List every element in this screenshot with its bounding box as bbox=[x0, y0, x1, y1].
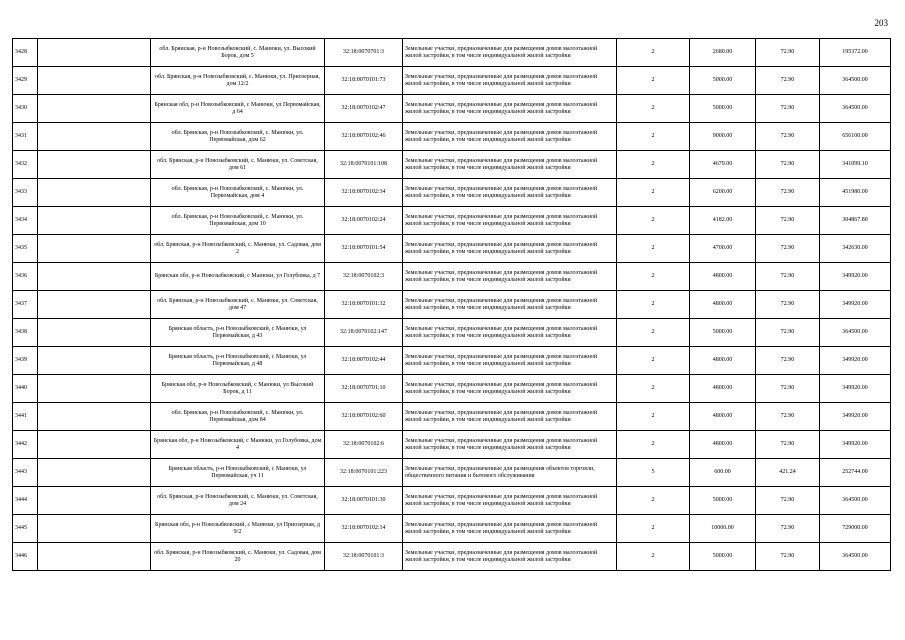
cadastral-value-cell: 729000.00 bbox=[820, 515, 891, 543]
use-group-cell: 2 bbox=[617, 123, 690, 151]
use-group-cell: 2 bbox=[617, 207, 690, 235]
specific-value-cell: 72.90 bbox=[756, 543, 820, 571]
cadastral-value-cell: 656100.00 bbox=[820, 123, 891, 151]
page-number: 203 bbox=[874, 18, 888, 28]
table-row bbox=[13, 207, 891, 235]
permitted-use-cell: Земельные участки, предназначенные для размещения домов малоэтажной жилой застройки, в том числе индивидуальной жилой застройки bbox=[403, 123, 617, 151]
area-cell: 4679.00 bbox=[690, 151, 756, 179]
address-cell: Брянская обл, р-н Новозыбковский, с Манюки, ул Приозерная, д 9/2 bbox=[151, 515, 325, 543]
table-row bbox=[13, 67, 891, 95]
address-cell: обл. Брянская, р-н Новозыбковский, с. Манюки, ул. Советская, дом 24 bbox=[151, 487, 325, 515]
use-group-cell: 2 bbox=[617, 95, 690, 123]
cadastral-value-cell: 349920.00 bbox=[820, 291, 891, 319]
permitted-use-cell: Земельные участки, предназначенные для размещения домов малоэтажной жилой застройки, в том числе индивидуальной жилой застройки bbox=[403, 487, 617, 515]
cadastral-number-cell: 32:18:0070101:32 bbox=[325, 291, 403, 319]
cadastral-value-cell: 349920.00 bbox=[820, 403, 891, 431]
gap-cell bbox=[38, 459, 151, 487]
specific-value-cell: 72.90 bbox=[756, 375, 820, 403]
use-group-cell: 2 bbox=[617, 235, 690, 263]
use-group-cell: 2 bbox=[617, 403, 690, 431]
table-row bbox=[13, 431, 891, 459]
cadastral-number-cell: 32:18:0070102:3 bbox=[325, 263, 403, 291]
use-group-cell: 2 bbox=[617, 319, 690, 347]
permitted-use-cell: Земельные участки, предназначенные для размещения домов малоэтажной жилой застройки, в том числе индивидуальной жилой застройки bbox=[403, 263, 617, 291]
address-cell: обл. Брянская, р-н Новозыбковский, с. Манюки, ул. Первомайская, дом 84 bbox=[151, 403, 325, 431]
row-number-cell: 3438 bbox=[13, 319, 38, 347]
permitted-use-cell: Земельные участки, предназначенные для размещения домов малоэтажной жилой застройки, в том числе индивидуальной жилой застройки bbox=[403, 347, 617, 375]
table-row bbox=[13, 347, 891, 375]
specific-value-cell: 72.90 bbox=[756, 347, 820, 375]
row-number-cell: 3440 bbox=[13, 375, 38, 403]
cadastral-number-cell: 32:18:0070701:10 bbox=[325, 375, 403, 403]
address-cell: Брянская область, р-н Новозыбковский, с Манюки, ул Первомайская, д 43 bbox=[151, 319, 325, 347]
specific-value-cell: 72.90 bbox=[756, 123, 820, 151]
cadastral-value-cell: 349920.00 bbox=[820, 263, 891, 291]
table-row bbox=[13, 235, 891, 263]
table-row bbox=[13, 515, 891, 543]
use-group-cell: 2 bbox=[617, 151, 690, 179]
gap-cell bbox=[38, 263, 151, 291]
land-registry-table bbox=[12, 38, 891, 571]
row-number-cell: 3431 bbox=[13, 123, 38, 151]
permitted-use-cell: Земельные участки, предназначенные для размещения домов малоэтажной жилой застройки, в том числе индивидуальной жилой застройки bbox=[403, 515, 617, 543]
permitted-use-cell: Земельные участки, предназначенные для размещения домов малоэтажной жилой застройки, в том числе индивидуальной жилой застройки bbox=[403, 235, 617, 263]
table-row bbox=[13, 291, 891, 319]
gap-cell bbox=[38, 487, 151, 515]
table-row bbox=[13, 151, 891, 179]
gap-cell bbox=[38, 543, 151, 571]
area-cell: 6200.00 bbox=[690, 179, 756, 207]
cadastral-number-cell: 32:18:0070102:44 bbox=[325, 347, 403, 375]
permitted-use-cell: Земельные участки, предназначенные для размещения домов малоэтажной жилой застройки, в том числе индивидуальной жилой застройки bbox=[403, 151, 617, 179]
gap-cell bbox=[38, 207, 151, 235]
area-cell: 4800.00 bbox=[690, 263, 756, 291]
gap-cell bbox=[38, 179, 151, 207]
use-group-cell: 2 bbox=[617, 263, 690, 291]
row-number-cell: 3443 bbox=[13, 459, 38, 487]
use-group-cell: 2 bbox=[617, 543, 690, 571]
specific-value-cell: 72.90 bbox=[756, 431, 820, 459]
row-number-cell: 3442 bbox=[13, 431, 38, 459]
gap-cell bbox=[38, 375, 151, 403]
cadastral-value-cell: 349920.00 bbox=[820, 431, 891, 459]
row-number-cell: 3441 bbox=[13, 403, 38, 431]
area-cell: 4800.00 bbox=[690, 347, 756, 375]
cadastral-number-cell: 32:18:0070102:14 bbox=[325, 515, 403, 543]
cadastral-number-cell: 32:18:0070101:3 bbox=[325, 543, 403, 571]
permitted-use-cell: Земельные участки, предназначенные для размещения домов малоэтажной жилой застройки, в том числе индивидуальной жилой застройки bbox=[403, 319, 617, 347]
gap-cell bbox=[38, 67, 151, 95]
area-cell: 4800.00 bbox=[690, 431, 756, 459]
row-number-cell: 3429 bbox=[13, 67, 38, 95]
row-number-cell: 3444 bbox=[13, 487, 38, 515]
table-row bbox=[13, 123, 891, 151]
gap-cell bbox=[38, 291, 151, 319]
area-cell: 600.00 bbox=[690, 459, 756, 487]
use-group-cell: 2 bbox=[617, 431, 690, 459]
area-cell: 4800.00 bbox=[690, 291, 756, 319]
address-cell: обл. Брянская, р-н Новозыбковский, с. Манюки, ул. Первомайская, дом 4 bbox=[151, 179, 325, 207]
specific-value-cell: 72.90 bbox=[756, 39, 820, 67]
specific-value-cell: 72.90 bbox=[756, 67, 820, 95]
cadastral-value-cell: 364500.00 bbox=[820, 487, 891, 515]
use-group-cell: 5 bbox=[617, 459, 690, 487]
cadastral-number-cell: 32:18:0070102:34 bbox=[325, 179, 403, 207]
table-row bbox=[13, 543, 891, 571]
gap-cell bbox=[38, 39, 151, 67]
address-cell: Брянская область, р-н Новозыбковский, с Манюки, ул Первомайская, уч 11 bbox=[151, 459, 325, 487]
address-cell: обл. Брянская, р-н Новозыбковский, с. Манюки, ул. Высокий Борок, дом 5 bbox=[151, 39, 325, 67]
cadastral-number-cell: 32:18:0070701:3 bbox=[325, 39, 403, 67]
address-cell: обл. Брянская, р-н Новозыбковский, с. Манюки, ул. Первомайская, дом 10 bbox=[151, 207, 325, 235]
address-cell: обл. Брянская, р-н Новозыбковский, с. Манюки, ул. Приозерная, дом 12/2 bbox=[151, 67, 325, 95]
use-group-cell: 2 bbox=[617, 347, 690, 375]
gap-cell bbox=[38, 403, 151, 431]
permitted-use-cell: Земельные участки, предназначенные для размещения домов малоэтажной жилой застройки, в том числе индивидуальной жилой застройки bbox=[403, 39, 617, 67]
address-cell: обл. Брянская, р-н Новозыбковский, с. Манюки, ул. Советская, дом 47 bbox=[151, 291, 325, 319]
address-cell: Брянская обл, р-н Новозыбковский, с Манюки, ул Голубовка, д 7 bbox=[151, 263, 325, 291]
use-group-cell: 2 bbox=[617, 487, 690, 515]
cadastral-number-cell: 32:18:0070102:6 bbox=[325, 431, 403, 459]
specific-value-cell: 72.90 bbox=[756, 263, 820, 291]
use-group-cell: 2 bbox=[617, 67, 690, 95]
cadastral-number-cell: 32:18:0070102:147 bbox=[325, 319, 403, 347]
permitted-use-cell: Земельные участки, предназначенные для размещения домов малоэтажной жилой застройки, в том числе индивидуальной жилой застройки bbox=[403, 291, 617, 319]
specific-value-cell: 72.90 bbox=[756, 95, 820, 123]
specific-value-cell: 72.90 bbox=[756, 291, 820, 319]
permitted-use-cell: Земельные участки, предназначенные для размещения домов малоэтажной жилой застройки, в том числе индивидуальной жилой застройки bbox=[403, 403, 617, 431]
cadastral-value-cell: 364500.00 bbox=[820, 95, 891, 123]
area-cell: 4182.00 bbox=[690, 207, 756, 235]
specific-value-cell: 72.90 bbox=[756, 179, 820, 207]
cadastral-value-cell: 451980.00 bbox=[820, 179, 891, 207]
gap-cell bbox=[38, 515, 151, 543]
use-group-cell: 2 bbox=[617, 375, 690, 403]
table-row bbox=[13, 487, 891, 515]
use-group-cell: 2 bbox=[617, 515, 690, 543]
table-row bbox=[13, 263, 891, 291]
address-cell: обл. Брянская, р-н Новозыбковский, с. Манюки, ул. Советская, дом 61 bbox=[151, 151, 325, 179]
cadastral-value-cell: 364500.00 bbox=[820, 67, 891, 95]
address-cell: обл. Брянская, р-н Новозыбковский, с. Манюки, ул. Садовая, дом 20 bbox=[151, 543, 325, 571]
cadastral-number-cell: 32:18:0070102:47 bbox=[325, 95, 403, 123]
table-row bbox=[13, 39, 891, 67]
row-number-cell: 3434 bbox=[13, 207, 38, 235]
table-row bbox=[13, 403, 891, 431]
cadastral-value-cell: 349920.00 bbox=[820, 347, 891, 375]
area-cell: 4700.00 bbox=[690, 235, 756, 263]
area-cell: 5000.00 bbox=[690, 95, 756, 123]
row-number-cell: 3437 bbox=[13, 291, 38, 319]
use-group-cell: 2 bbox=[617, 39, 690, 67]
gap-cell bbox=[38, 431, 151, 459]
cadastral-number-cell: 32:18:0070101:223 bbox=[325, 459, 403, 487]
area-cell: 10000.00 bbox=[690, 515, 756, 543]
table-row bbox=[13, 95, 891, 123]
cadastral-number-cell: 32:18:0070102:24 bbox=[325, 207, 403, 235]
address-cell: обл. Брянская, р-н Новозыбковский, с. Манюки, ул. Первомайская, дом 62 bbox=[151, 123, 325, 151]
cadastral-value-cell: 195372.00 bbox=[820, 39, 891, 67]
gap-cell bbox=[38, 123, 151, 151]
cadastral-value-cell: 341099.10 bbox=[820, 151, 891, 179]
cadastral-number-cell: 32:18:0070101:108 bbox=[325, 151, 403, 179]
permitted-use-cell: Земельные участки, предназначенные для размещения домов малоэтажной жилой застройки, в том числе индивидуальной жилой застройки bbox=[403, 431, 617, 459]
gap-cell bbox=[38, 235, 151, 263]
cadastral-number-cell: 32:18:0070102:46 bbox=[325, 123, 403, 151]
cadastral-value-cell: 364500.00 bbox=[820, 319, 891, 347]
area-cell: 4800.00 bbox=[690, 403, 756, 431]
permitted-use-cell: Земельные участки, предназначенные для размещения домов малоэтажной жилой застройки, в том числе индивидуальной жилой застройки bbox=[403, 95, 617, 123]
table-body bbox=[13, 39, 891, 571]
row-number-cell: 3433 bbox=[13, 179, 38, 207]
cadastral-value-cell: 349920.00 bbox=[820, 375, 891, 403]
cadastral-number-cell: 32:18:0070101:30 bbox=[325, 487, 403, 515]
cadastral-number-cell: 32:18:0070102:60 bbox=[325, 403, 403, 431]
cadastral-number-cell: 32:18:0070101:73 bbox=[325, 67, 403, 95]
specific-value-cell: 72.90 bbox=[756, 319, 820, 347]
specific-value-cell: 72.90 bbox=[756, 207, 820, 235]
permitted-use-cell: Земельные участки, предназначенные для размещения домов малоэтажной жилой застройки, в том числе индивидуальной жилой застройки bbox=[403, 543, 617, 571]
address-cell: Брянская обл, р-н Новозыбковский, с Манюки, ул Первомайская, д 64 bbox=[151, 95, 325, 123]
row-number-cell: 3445 bbox=[13, 515, 38, 543]
row-number-cell: 3430 bbox=[13, 95, 38, 123]
specific-value-cell: 72.90 bbox=[756, 235, 820, 263]
permitted-use-cell: Земельные участки, предназначенные для размещения домов малоэтажной жилой застройки, в том числе индивидуальной жилой застройки bbox=[403, 375, 617, 403]
area-cell: 5000.00 bbox=[690, 67, 756, 95]
address-cell: Брянская обл, р-н Новозыбковский, с Манюки, ул Высокий Борок, д 11 bbox=[151, 375, 325, 403]
table-row bbox=[13, 375, 891, 403]
permitted-use-cell: Земельные участки, предназначенные для размещения объектов торговли, общественного питания и бытового обслуживания bbox=[403, 459, 617, 487]
specific-value-cell: 72.90 bbox=[756, 403, 820, 431]
area-cell: 4800.00 bbox=[690, 375, 756, 403]
cadastral-value-cell: 342630.00 bbox=[820, 235, 891, 263]
row-number-cell: 3436 bbox=[13, 263, 38, 291]
area-cell: 5000.00 bbox=[690, 543, 756, 571]
row-number-cell: 3446 bbox=[13, 543, 38, 571]
cadastral-value-cell: 364500.00 bbox=[820, 543, 891, 571]
gap-cell bbox=[38, 95, 151, 123]
area-cell: 9000.00 bbox=[690, 123, 756, 151]
use-group-cell: 2 bbox=[617, 179, 690, 207]
gap-cell bbox=[38, 319, 151, 347]
permitted-use-cell: Земельные участки, предназначенные для размещения домов малоэтажной жилой застройки, в том числе индивидуальной жилой застройки bbox=[403, 207, 617, 235]
specific-value-cell: 72.90 bbox=[756, 515, 820, 543]
table-row bbox=[13, 319, 891, 347]
address-cell: Брянская область, р-н Новозыбковский, с Манюки, ул Первомайская, д 48 bbox=[151, 347, 325, 375]
specific-value-cell: 72.90 bbox=[756, 487, 820, 515]
row-number-cell: 3439 bbox=[13, 347, 38, 375]
row-number-cell: 3432 bbox=[13, 151, 38, 179]
specific-value-cell: 72.90 bbox=[756, 151, 820, 179]
specific-value-cell: 421.24 bbox=[756, 459, 820, 487]
use-group-cell: 2 bbox=[617, 291, 690, 319]
row-number-cell: 3435 bbox=[13, 235, 38, 263]
table-row bbox=[13, 459, 891, 487]
table-row bbox=[13, 179, 891, 207]
area-cell: 2680.00 bbox=[690, 39, 756, 67]
permitted-use-cell: Земельные участки, предназначенные для размещения домов малоэтажной жилой застройки, в том числе индивидуальной жилой застройки bbox=[403, 67, 617, 95]
address-cell: обл. Брянская, р-н Новозыбковский, с. Манюки, ул. Садовая, дом 2 bbox=[151, 235, 325, 263]
gap-cell bbox=[38, 347, 151, 375]
area-cell: 5000.00 bbox=[690, 319, 756, 347]
row-number-cell: 3428 bbox=[13, 39, 38, 67]
cadastral-value-cell: 304867.80 bbox=[820, 207, 891, 235]
gap-cell bbox=[38, 151, 151, 179]
permitted-use-cell: Земельные участки, предназначенные для размещения домов малоэтажной жилой застройки, в том числе индивидуальной жилой застройки bbox=[403, 179, 617, 207]
address-cell: Брянская обл, р-н Новозыбковский, с Манюки, ул Голубовка, дом 4 bbox=[151, 431, 325, 459]
cadastral-value-cell: 252744.00 bbox=[820, 459, 891, 487]
cadastral-number-cell: 32:18:0070101:54 bbox=[325, 235, 403, 263]
area-cell: 5000.00 bbox=[690, 487, 756, 515]
